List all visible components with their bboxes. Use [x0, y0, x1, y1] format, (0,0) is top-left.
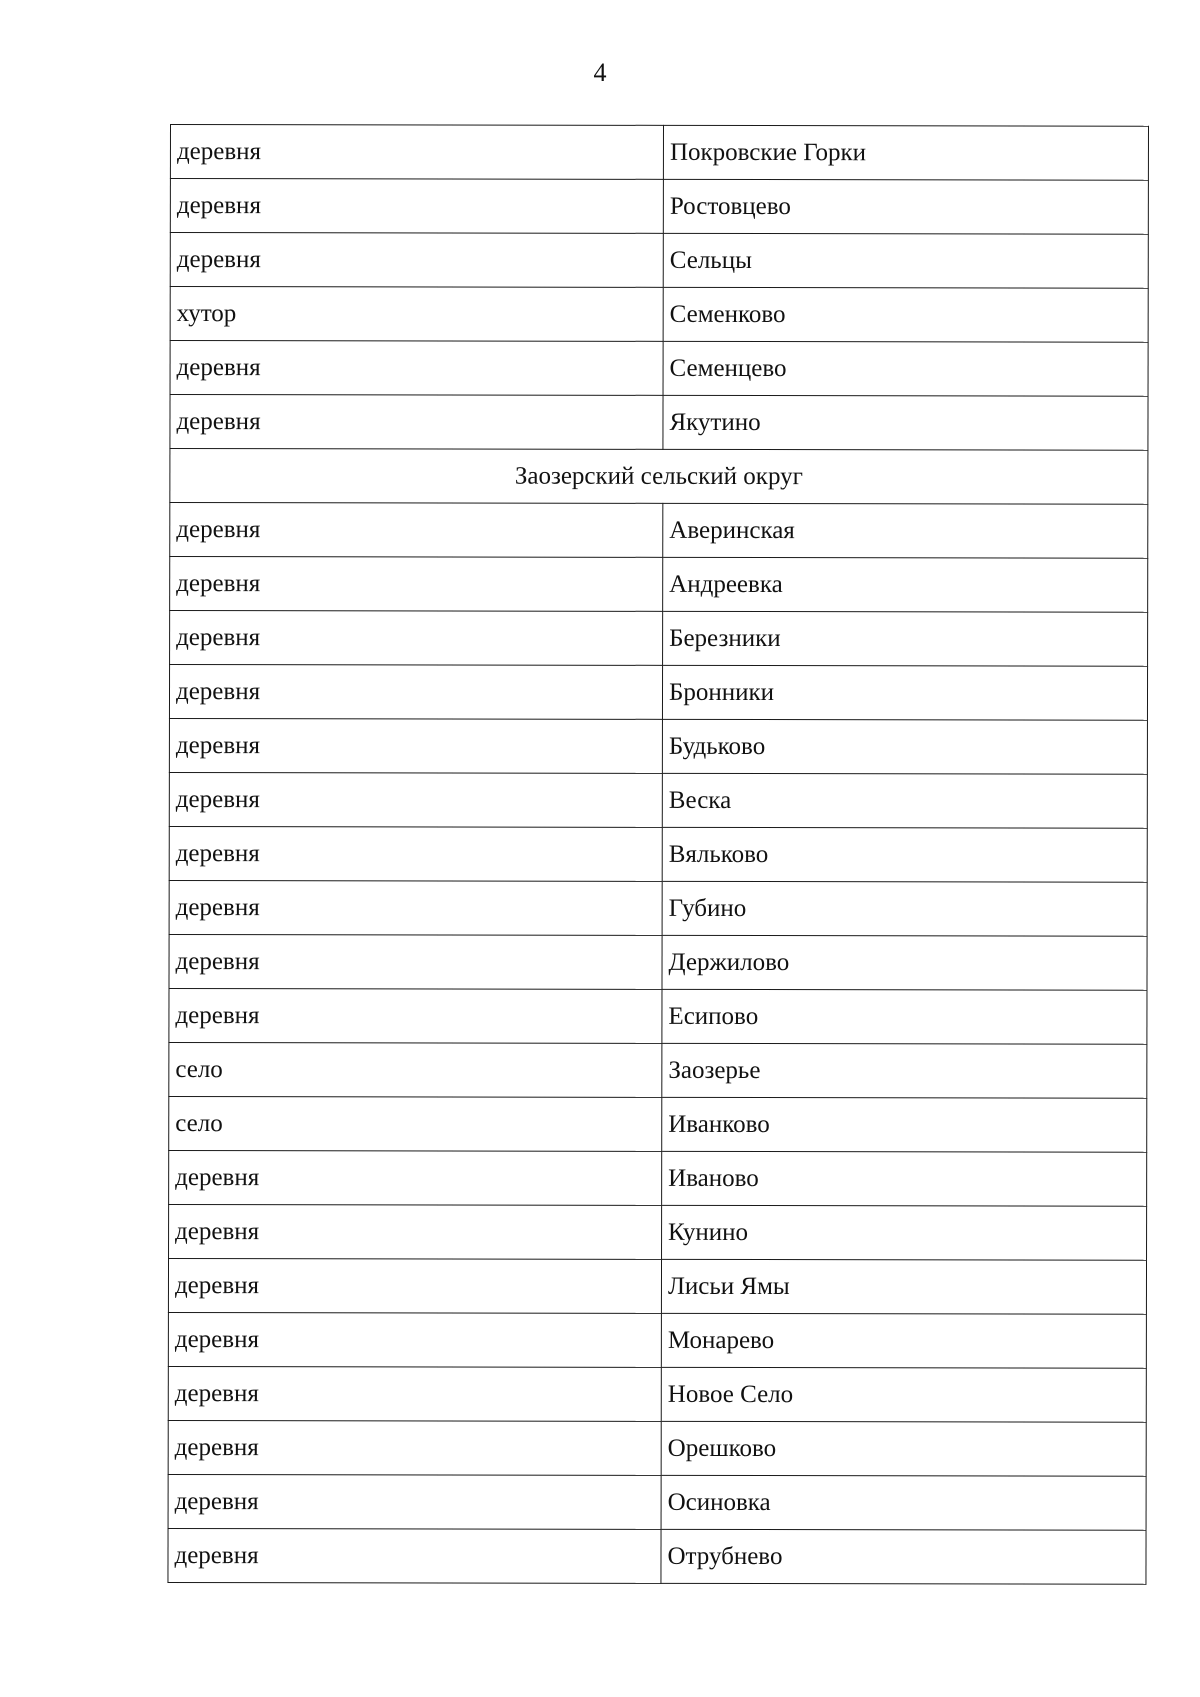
settlement-type-cell: деревня [169, 665, 662, 720]
settlement-type-cell: хутор [170, 287, 663, 342]
settlement-type-cell: деревня [168, 1528, 661, 1583]
settlement-type-cell: деревня [170, 503, 663, 558]
table-row [170, 341, 1148, 397]
settlement-name-cell: Березники [663, 611, 1148, 666]
table-row [169, 1096, 1147, 1152]
table-row [170, 557, 1148, 613]
settlement-name-cell: Будьково [662, 719, 1147, 774]
table-row [169, 718, 1147, 774]
settlement-type-cell: деревня [168, 1312, 661, 1367]
settlement-name-cell: Кунино [662, 1205, 1147, 1260]
settlement-name-cell: Аверинская [663, 503, 1148, 558]
table-row [170, 503, 1148, 559]
table-row [169, 1204, 1147, 1260]
settlement-name-cell: Иваново [662, 1151, 1147, 1206]
settlement-name-cell: Андреевка [663, 557, 1148, 612]
settlement-type-cell: деревня [170, 233, 663, 288]
settlement-name-cell: Семенково [663, 287, 1148, 342]
table-row [170, 611, 1148, 667]
settlement-name-cell: Веска [662, 773, 1147, 828]
settlement-type-cell: деревня [169, 988, 662, 1043]
settlement-name-cell: Заозерье [662, 1043, 1147, 1098]
settlement-name-cell: Отрубнево [661, 1529, 1146, 1584]
settlement-name-cell: Есипово [662, 989, 1147, 1044]
settlement-name-cell: Сельцы [663, 233, 1148, 288]
table-row [170, 395, 1148, 451]
settlement-name-cell: Семенцево [663, 341, 1148, 396]
settlement-type-cell: деревня [170, 125, 663, 180]
settlement-name-cell: Орешково [661, 1421, 1146, 1476]
settlement-type-cell: деревня [169, 880, 662, 935]
settlement-name-cell: Монарево [661, 1313, 1146, 1368]
settlement-type-cell: деревня [168, 1474, 661, 1529]
table-row [169, 988, 1147, 1044]
section-heading: Заозерский сельский округ [170, 449, 1148, 505]
settlement-type-cell: деревня [168, 1366, 661, 1421]
table-row [169, 826, 1147, 882]
settlement-type-cell: село [169, 1096, 662, 1151]
settlement-type-cell: деревня [169, 1150, 662, 1205]
table-row [169, 665, 1147, 721]
settlement-name-cell: Вяльково [662, 827, 1147, 882]
table-row [169, 772, 1147, 828]
table-row [168, 1258, 1146, 1314]
settlement-type-cell: деревня [168, 1258, 661, 1313]
settlement-type-cell: деревня [170, 341, 663, 396]
table-row [170, 287, 1148, 343]
settlement-type-cell: деревня [169, 1204, 662, 1259]
settlement-type-cell: деревня [169, 718, 662, 773]
settlement-name-cell: Новое Село [661, 1367, 1146, 1422]
table-row [169, 880, 1147, 936]
settlement-table-body [168, 125, 1149, 1585]
section-row [170, 449, 1148, 505]
settlement-type-cell: деревня [170, 179, 663, 234]
settlement-table [167, 124, 1149, 1585]
table-row [170, 233, 1148, 289]
settlement-type-cell: деревня [170, 557, 663, 612]
table-row [170, 125, 1148, 181]
settlement-name-cell: Якутино [663, 395, 1148, 450]
settlement-name-cell: Лисьи Ямы [661, 1259, 1146, 1314]
table-row [169, 1150, 1147, 1206]
settlement-name-cell: Ростовцево [663, 179, 1148, 234]
settlement-type-cell: деревня [169, 826, 662, 881]
settlement-name-cell: Покровские Горки [663, 125, 1148, 180]
table-row [168, 1366, 1146, 1422]
settlement-name-cell: Держилово [662, 935, 1147, 990]
settlement-name-cell: Губино [662, 881, 1147, 936]
table-row [170, 179, 1148, 235]
settlement-name-cell: Бронники [662, 665, 1147, 720]
table-row [168, 1420, 1146, 1476]
table-row [168, 1528, 1146, 1584]
table-row [168, 1312, 1146, 1368]
settlement-type-cell: село [169, 1042, 662, 1097]
settlement-name-cell: Осиновка [661, 1475, 1146, 1530]
settlement-name-cell: Иванково [662, 1097, 1147, 1152]
table-row [169, 934, 1147, 990]
page-number: 4 [593, 58, 607, 87]
settlement-type-cell: деревня [168, 1420, 661, 1475]
table-row [169, 1042, 1147, 1098]
settlement-type-cell: деревня [169, 772, 662, 827]
settlement-type-cell: деревня [170, 395, 663, 450]
settlement-type-cell: деревня [170, 611, 663, 666]
table-row [168, 1474, 1146, 1530]
settlement-type-cell: деревня [169, 934, 662, 989]
